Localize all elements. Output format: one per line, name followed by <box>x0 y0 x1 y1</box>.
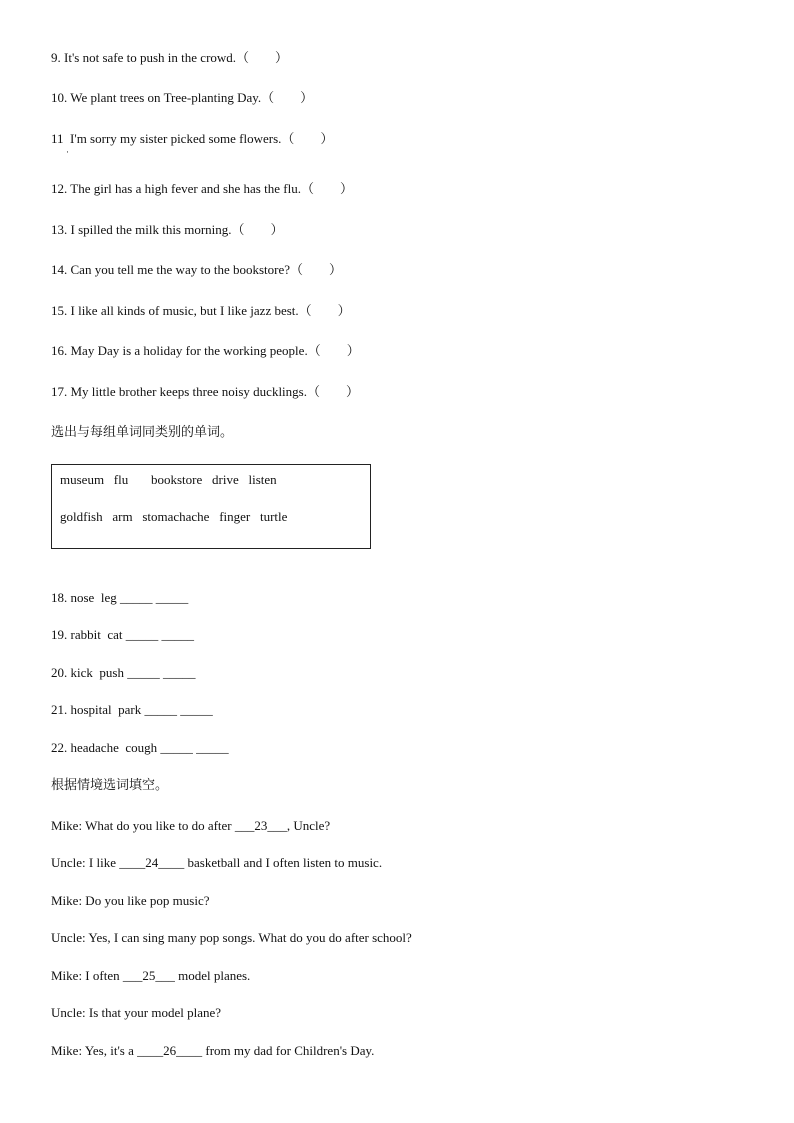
dialogue-text: Mike: Do you like pop music? <box>51 893 210 908</box>
dialogue-blank-26: ____26____ <box>137 1043 203 1058</box>
dialogue-text: Uncle: Yes, I can sing many pop songs. What do you do after school? <box>51 930 412 945</box>
word-box <box>51 464 371 549</box>
dialogue-blank-23: ___23___ <box>234 818 287 833</box>
classify-item-20: 20. kick push _____ _____ <box>51 665 196 680</box>
question-9: 9. It's not safe to push in the crowd.（ ） <box>51 50 289 65</box>
dialogue-text: Mike: What do you like to do after <box>51 818 235 833</box>
stray-dot: · <box>66 147 69 157</box>
dialogue-line <box>51 1043 374 1059</box>
question-14: 14. Can you tell me the way to the bookstore?（ ） <box>51 262 343 277</box>
question-16: 16. May Day is a holiday for the working people.（ ） <box>51 343 360 358</box>
dialogue-line <box>51 855 382 871</box>
classify-item-21: 21. hospital park _____ _____ <box>51 702 213 717</box>
question-17: 17. My little brother keeps three noisy ducklings.（ ） <box>51 384 359 399</box>
dialogue-text: Uncle: Is that your model plane? <box>51 1005 222 1020</box>
word-box-row-2: goldfish arm stomachache finger turtle <box>60 509 288 524</box>
dialogue-line <box>51 968 250 984</box>
dialogue-text: Mike: Yes, it's a <box>51 1043 138 1058</box>
dialogue-line <box>51 893 210 909</box>
question-12: 12. The girl has a high fever and she has the flu.（ ） <box>51 181 353 196</box>
dialogue-text: model planes. <box>174 968 251 983</box>
question-11: 11 I'm sorry my sister picked some flowers.（ ） <box>51 131 334 146</box>
question-10: 10. We plant trees on Tree-planting Day.（ ） <box>51 90 314 105</box>
question-13: 13. I spilled the milk this morning.（ ） <box>51 222 284 237</box>
classify-item-18: 18. nose leg _____ _____ <box>51 590 189 605</box>
dialogue-text: Mike: I often <box>51 968 123 983</box>
dialogue-text: , Uncle? <box>286 818 331 833</box>
classify-item-22: 22. headache cough _____ _____ <box>51 740 229 755</box>
dialogue-blank-24: ____24____ <box>119 855 185 870</box>
dialogue-line <box>51 818 330 834</box>
section-heading-classify: 选出与每组单词同类别的单词。 <box>51 425 234 440</box>
dialogue-blank-25: ___25___ <box>122 968 175 983</box>
dialogue-text: Uncle: I like <box>51 855 120 870</box>
dialogue-line <box>51 930 412 946</box>
question-15: 15. I like all kinds of music, but I like jazz best.（ ） <box>51 303 351 318</box>
section-heading-fill: 根据情境选词填空。 <box>51 778 169 793</box>
word-box-row-1: museum flu bookstore drive listen <box>60 472 277 487</box>
dialogue-line <box>51 1005 221 1021</box>
dialogue-text: basketball and I often listen to music. <box>184 855 383 870</box>
dialogue-text: from my dad for Children's Day. <box>202 1043 375 1058</box>
classify-item-19: 19. rabbit cat _____ _____ <box>51 627 194 642</box>
